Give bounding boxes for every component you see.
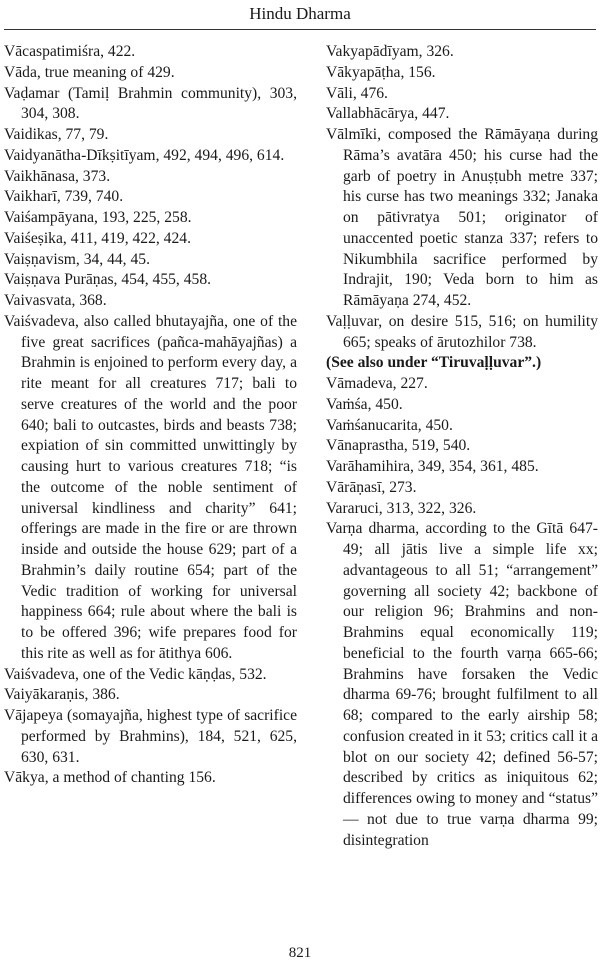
running-header: Hindu Dharma bbox=[249, 4, 351, 23]
index-entry: Vākya, a method of chanting 156. bbox=[4, 769, 216, 787]
index-entry: Vararuci, 313, 322, 326. bbox=[326, 499, 477, 517]
index-entry: Vājapeya (somayajña, highest type of sacrifice performed by Brahmins), 184, 521, 625, 630, 631. bbox=[4, 707, 297, 766]
page-number: 821 bbox=[288, 945, 312, 961]
see-also-note: (See also under “Tiruvaḷḷuvar”.) bbox=[326, 354, 542, 372]
index-entry: Vaḍamar (Tamiḷ Brahmin community), 303, 304, 308. bbox=[4, 84, 297, 123]
index-column-right bbox=[326, 42, 598, 851]
index-entry: Vaikharī, 739, 740. bbox=[4, 188, 124, 206]
index-entry: Vaiṣṇava Purāṇas, 454, 455, 458. bbox=[4, 271, 212, 289]
index-column-left bbox=[4, 42, 297, 789]
index-entry: Vaṁśa, 450. bbox=[326, 395, 403, 413]
index-entry: Vaikhānasa, 373. bbox=[4, 167, 111, 185]
index-entry: Vaidikas, 77, 79. bbox=[4, 126, 109, 143]
index-entry: Vaiyākaraṇis, 386. bbox=[4, 686, 120, 704]
index-entry: Vaiśvadeva, one of the Vedic kāṇḍas, 532. bbox=[4, 665, 267, 683]
index-entry: Vaiśampāyana, 193, 225, 258. bbox=[4, 209, 192, 226]
index-entry: Vaḷḷuvar, on desire 515, 516; on humility 665; speaks of ārutozhilor 738. bbox=[326, 312, 598, 351]
index-entry: Vaivasvata, 368. bbox=[4, 292, 107, 309]
index-entry: Vaidyanātha-Dīkṣitīyam, 492, 494, 496, 614. bbox=[4, 146, 285, 164]
index-entry: Vakyapādīyam, 326. bbox=[326, 43, 454, 60]
index-entry: Vālmīki, composed the Rāmāyaṇa during Rāma’s avatāra 450; his curse had the garb of poetry in Anuṣṭubh metre 337; his curse has two meanings 332; Janaka on pātivratya 501; originator of unaccented poetic stanza 337; refers to Nikumbhila sacrifice performed by Indrajit, 190; Veda born to him as Rāmāyaṇa 274, 452. bbox=[326, 126, 598, 309]
index-entry: Vārāṇasī, 273. bbox=[326, 478, 417, 496]
index-entry: Vāli, 476. bbox=[326, 84, 388, 102]
index-entry: Vaṁśanucarita, 450. bbox=[326, 416, 453, 434]
index-entry: Vāda, true meaning of 429. bbox=[4, 63, 175, 81]
index-entry: Vāmadeva, 227. bbox=[326, 375, 428, 392]
index-entry: Vācaspatimiśra, 422. bbox=[4, 43, 136, 60]
index-entry: Vaiśeṣika, 411, 419, 422, 424. bbox=[4, 229, 191, 247]
index-entry: Varāhamihira, 349, 354, 361, 485. bbox=[326, 458, 539, 475]
header-rule bbox=[4, 29, 596, 30]
index-entry: Vallabhācārya, 447. bbox=[326, 105, 450, 123]
index-entry: Vākyapāṭha, 156. bbox=[326, 63, 436, 81]
index-entry: Vānaprastha, 519, 540. bbox=[326, 437, 471, 455]
index-entry: Varṇa dharma, according to the Gītā 647-49; all jātis live a simple life xx; advantageous to all 51; “arrangement” governing all society 42; backbone of our religion 96; Brahmins and non-Brahmins equal economically 119; beneficial to the fourth varṇa 665-66; Brahmins have forsaken the Vedic dharma 69-76; brought fulfilment to all 68; compared to the early airship 58; confusion created in it 53; critics call it a blot on our society 42; defined 56-57; described by critics as iniquitous 62; differences owing to money and “status” — not due to true varṇa dharma 99; disintegration bbox=[326, 520, 598, 849]
index-entry: Vaiṣṇavism, 34, 44, 45. bbox=[4, 250, 150, 268]
index-entry: Vaiśvadeva, also called bhutayajña, one of the five great sacrifices (pañca-mahāyajñas) a Brahmin is enjoined to perform every day, a rite meant for all creatures 717; bali to serve creatures of the world and the poor 640; bali to outcastes, birds and beasts 738; expiation of sin committed unwittingly by causing hurt to various creatures 718; “is the outcome of the noble sentiment of universal kindliness and charity” 641; offerings are made in the fire or are thrown inside and outside the house 629; part of a Brahmin’s daily routine 654; part of the Vedic tradition of working for universal happiness 664; rule about where the bali is to be offered 396; wife prepares food for this rite as well as for ātithya 606. bbox=[4, 312, 297, 662]
